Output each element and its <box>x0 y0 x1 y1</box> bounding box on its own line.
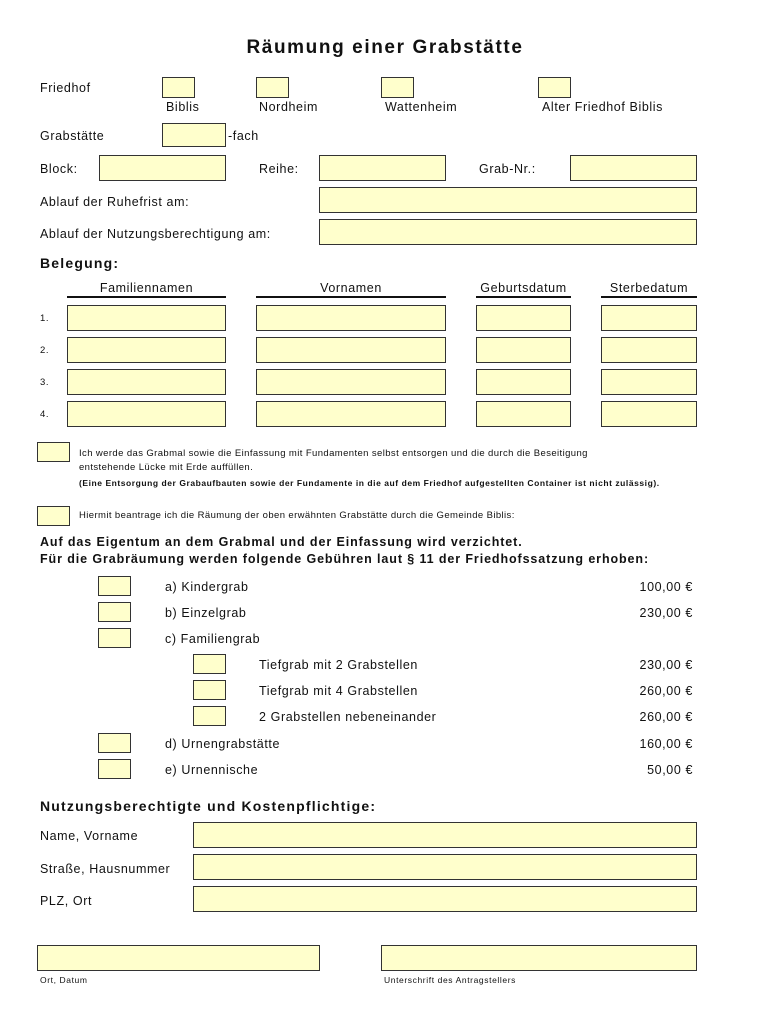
entsorgung-text-2: entstehende Lücke mit Erde auffüllen. <box>79 462 254 473</box>
ort-datum-field[interactable] <box>37 945 320 971</box>
familienname-field-2[interactable] <box>67 337 226 363</box>
geburtsdatum-field-2[interactable] <box>476 337 571 363</box>
ruhefrist-label: Ablauf der Ruhefrist am: <box>40 195 190 209</box>
plz-field[interactable] <box>193 886 697 912</box>
einzelgrab-checkbox[interactable] <box>98 602 131 622</box>
kindergrab-label: a) Kindergrab <box>165 580 249 594</box>
einzelgrab-price: 230,00 € <box>639 606 693 620</box>
friedhof-biblis-checkbox[interactable] <box>162 77 195 98</box>
vorname-field-2[interactable] <box>256 337 446 363</box>
friedhof-alter-checkbox[interactable] <box>538 77 571 98</box>
gebuehren-text: Für die Grabräumung werden folgende Gebühren laut § 11 der Friedhofssatzung erhoben: <box>40 552 650 566</box>
belegung-heading: Belegung: <box>40 255 120 271</box>
name-field[interactable] <box>193 822 697 848</box>
strasse-label: Straße, Hausnummer <box>40 862 171 876</box>
nebeneinander-price: 260,00 € <box>639 710 693 724</box>
row-number: 1. <box>40 313 50 324</box>
urnennische-checkbox[interactable] <box>98 759 131 779</box>
urnengrab-checkbox[interactable] <box>98 733 131 753</box>
familienname-field-1[interactable] <box>67 305 226 331</box>
nutzungsberechtigung-field[interactable] <box>319 219 697 245</box>
sterbedatum-field-3[interactable] <box>601 369 697 395</box>
row-number: 4. <box>40 409 50 420</box>
reihe-field[interactable] <box>319 155 446 181</box>
friedhof-option-alter: Alter Friedhof Biblis <box>542 100 663 114</box>
nebeneinander-label: 2 Grabstellen nebeneinander <box>259 710 437 724</box>
antrag-text: Hiermit beantrage ich die Räumung der oben erwähnten Grabstätte durch die Gemeinde Biblis: <box>79 510 515 521</box>
grabnr-field[interactable] <box>570 155 697 181</box>
block-label: Block: <box>40 162 78 176</box>
sterbedatum-field-2[interactable] <box>601 337 697 363</box>
familienname-field-3[interactable] <box>67 369 226 395</box>
ort-datum-label: Ort, Datum <box>40 975 88 985</box>
urnennische-price: 50,00 € <box>647 763 693 777</box>
einzelgrab-label: b) Einzelgrab <box>165 606 247 620</box>
tiefgrab4-price: 260,00 € <box>639 684 693 698</box>
grabstaette-label: Grabstätte <box>40 129 105 143</box>
entsorgung-checkbox[interactable] <box>37 442 70 462</box>
grabstaette-count-field[interactable] <box>162 123 226 147</box>
urnengrab-label: d) Urnengrabstätte <box>165 737 281 751</box>
name-label: Name, Vorname <box>40 829 139 843</box>
tiefgrab4-label: Tiefgrab mit 4 Grabstellen <box>259 684 418 698</box>
unterschrift-label: Unterschrift des Antragstellers <box>384 975 516 985</box>
strasse-field[interactable] <box>193 854 697 880</box>
ruhefrist-field[interactable] <box>319 187 697 213</box>
vorname-field-4[interactable] <box>256 401 446 427</box>
plz-label: PLZ, Ort <box>40 894 93 908</box>
verzicht-text: Auf das Eigentum an dem Grabmal und der Einfassung wird verzichtet. <box>40 535 523 549</box>
grabnr-label: Grab-Nr.: <box>479 162 536 176</box>
sterbedatum-field-4[interactable] <box>601 401 697 427</box>
urnennische-label: e) Urnennische <box>165 763 259 777</box>
vorname-field-1[interactable] <box>256 305 446 331</box>
kindergrab-price: 100,00 € <box>639 580 693 594</box>
unterschrift-field[interactable] <box>381 945 697 971</box>
familienname-field-4[interactable] <box>67 401 226 427</box>
col-sterbedatum: Sterbedatum <box>601 281 697 298</box>
tiefgrab4-checkbox[interactable] <box>193 680 226 700</box>
geburtsdatum-field-4[interactable] <box>476 401 571 427</box>
block-field[interactable] <box>99 155 226 181</box>
col-geburtsdatum: Geburtsdatum <box>476 281 571 298</box>
tiefgrab2-label: Tiefgrab mit 2 Grabstellen <box>259 658 418 672</box>
familiengrab-label: c) Familiengrab <box>165 632 261 646</box>
friedhof-nordheim-checkbox[interactable] <box>256 77 289 98</box>
row-number: 3. <box>40 377 50 388</box>
vorname-field-3[interactable] <box>256 369 446 395</box>
col-vornamen: Vornamen <box>256 281 446 298</box>
nutzer-heading: Nutzungsberechtigte und Kostenpflichtige: <box>40 798 377 814</box>
tiefgrab2-checkbox[interactable] <box>193 654 226 674</box>
antrag-checkbox[interactable] <box>37 506 70 526</box>
sterbedatum-field-1[interactable] <box>601 305 697 331</box>
nutzungsberechtigung-label: Ablauf der Nutzungsberechtigung am: <box>40 227 271 241</box>
kindergrab-checkbox[interactable] <box>98 576 131 596</box>
friedhof-wattenheim-checkbox[interactable] <box>381 77 414 98</box>
entsorgung-note: (Eine Entsorgung der Grabaufbauten sowie der Fundamente in die auf dem Friedhof aufgestellten Container ist nicht zulässig). <box>79 478 660 488</box>
col-familiennamen: Familiennamen <box>67 281 226 298</box>
nebeneinander-checkbox[interactable] <box>193 706 226 726</box>
geburtsdatum-field-1[interactable] <box>476 305 571 331</box>
friedhof-option-biblis: Biblis <box>166 100 200 114</box>
page-title: Räumung einer Grabstätte <box>246 37 524 58</box>
grabstaette-suffix: -fach <box>228 129 259 143</box>
familiengrab-checkbox[interactable] <box>98 628 131 648</box>
reihe-label: Reihe: <box>259 162 299 176</box>
geburtsdatum-field-3[interactable] <box>476 369 571 395</box>
friedhof-option-wattenheim: Wattenheim <box>385 100 458 114</box>
entsorgung-text-1: Ich werde das Grabmal sowie die Einfassung mit Fundamenten selbst entsorgen und die durch die Beseitigung <box>79 448 588 459</box>
friedhof-label: Friedhof <box>40 81 91 95</box>
friedhof-option-nordheim: Nordheim <box>259 100 318 114</box>
row-number: 2. <box>40 345 50 356</box>
tiefgrab2-price: 230,00 € <box>639 658 693 672</box>
urnengrab-price: 160,00 € <box>639 737 693 751</box>
